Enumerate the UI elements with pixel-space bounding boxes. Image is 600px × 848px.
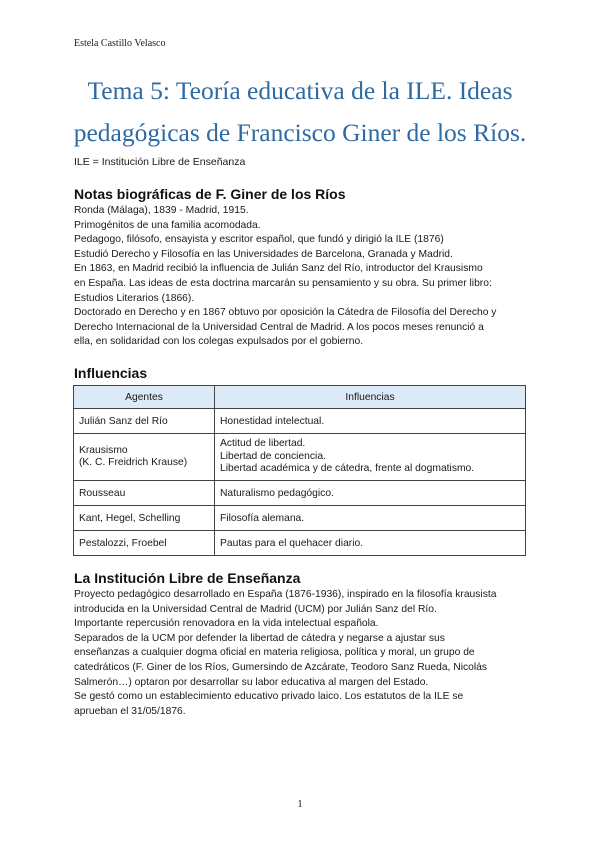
agent-cell: Kant, Hegel, Schelling	[74, 506, 215, 531]
bio-line: En 1863, en Madrid recibió la influencia de Julián Sanz del Río, introductor del Krausismo	[74, 263, 483, 275]
agent-cell: Rousseau	[74, 481, 215, 506]
ile-line: introducida en la Universidad Central de Madrid (UCM) por Julián Sanz del Río.	[74, 603, 437, 615]
influences-heading: Influencias	[74, 365, 148, 381]
column-header-influences: Influencias	[215, 386, 526, 409]
influence-line: Libertad de conciencia.	[220, 450, 326, 462]
ile-paragraph	[74, 588, 534, 719]
influence-cell: Honestidad intelectual.	[215, 409, 526, 434]
agent-line: (K. C. Freidrich Krause)	[79, 457, 188, 468]
influence-cell	[215, 434, 526, 481]
influences-table	[73, 385, 526, 556]
agent-cell	[74, 434, 215, 481]
ile-line: catedráticos (F. Giner de los Ríos, Gumersindo de Azcárate, Teodoro Sanz Rueda, Nicolás	[74, 661, 488, 673]
ile-line: Proyecto pedagógico desarrollado en España (1876-1936), inspirado en la filosofía krausista	[74, 589, 497, 600]
bio-line: Derecho Internacional de la Universidad Central de Madrid. A los pocos meses renunció a	[74, 321, 484, 333]
table-row	[74, 506, 526, 531]
ile-definition: ILE = Institución Libre de Enseñanza	[74, 156, 246, 168]
ile-line: Importante repercusión renovadora en la vida intelectual española.	[74, 618, 379, 630]
ile-heading: La Institución Libre de Enseñanza	[74, 570, 301, 586]
agent-cell: Pestalozzi, Froebel	[74, 531, 215, 556]
table-row	[74, 481, 526, 506]
bio-paragraph	[74, 204, 534, 350]
title-line-2: pedagógicas de Francisco Giner de los Ríos.	[73, 118, 527, 147]
ile-line: Salmerón…) optaron por desarrollar su labor educativa al margen del Estado.	[74, 676, 429, 688]
page-number: 1	[297, 798, 303, 810]
influence-cell: Pautas para el quehacer diario.	[215, 531, 526, 556]
ile-line: aprueban el 31/05/1876.	[74, 705, 186, 717]
influence-cell: Naturalismo pedagógico.	[215, 481, 526, 506]
table-row	[74, 531, 526, 556]
page-title	[60, 70, 540, 154]
agent-cell: Julián Sanz del Río	[74, 409, 215, 434]
influence-cell: Filosofía alemana.	[215, 506, 526, 531]
agent-line: Krausismo	[79, 444, 128, 456]
column-header-agents: Agentes	[74, 386, 215, 409]
bio-line: ella, en solidaridad con los colegas expulsados por el gobierno.	[74, 336, 364, 348]
ile-line: enseñanzas a cualquier dogma oficial en materia religiosa, política y moral, un grupo de	[74, 647, 475, 659]
ile-line: Separados de la UCM por defender la libertad de cátedra y negarse a ajustar sus	[74, 632, 445, 644]
bio-line: Ronda (Málaga), 1839 - Madrid, 1915.	[74, 205, 249, 216]
table-header-row	[74, 386, 526, 409]
bio-line: Primogénitos de una familia acomodada.	[74, 219, 261, 231]
ile-line: Se gestó como un establecimiento educativo privado laico. Los estatutos de la ILE se	[74, 691, 464, 703]
bio-line: en España. Las ideas de esta doctrina marcarán su pensamiento y su obra. Su primer libro:	[74, 277, 492, 289]
bio-line: Estudió Derecho y Filosofía en las Universidades de Barcelona, Granada y Madrid.	[74, 248, 453, 260]
title-line-1: Tema 5: Teoría educativa de la ILE. Ideas	[87, 76, 513, 105]
bio-heading: Notas biográficas de F. Giner de los Ríos	[74, 186, 346, 202]
author-header: Estela Castillo Velasco	[74, 38, 166, 49]
bio-line: Pedagogo, filósofo, ensayista y escritor español, que fundó y dirigió la ILE (1876)	[74, 234, 444, 246]
table-row	[74, 434, 526, 481]
table-row	[74, 409, 526, 434]
bio-line: Doctorado en Derecho y en 1867 obtuvo por oposición la Cátedra de Filosofía del Derecho y	[74, 307, 497, 319]
influence-line: Libertad académica y de cátedra, frente al dogmatismo.	[220, 463, 475, 475]
influence-line: Actitud de libertad.	[220, 438, 306, 450]
bio-line: Estudios Literarios (1866).	[74, 292, 195, 304]
